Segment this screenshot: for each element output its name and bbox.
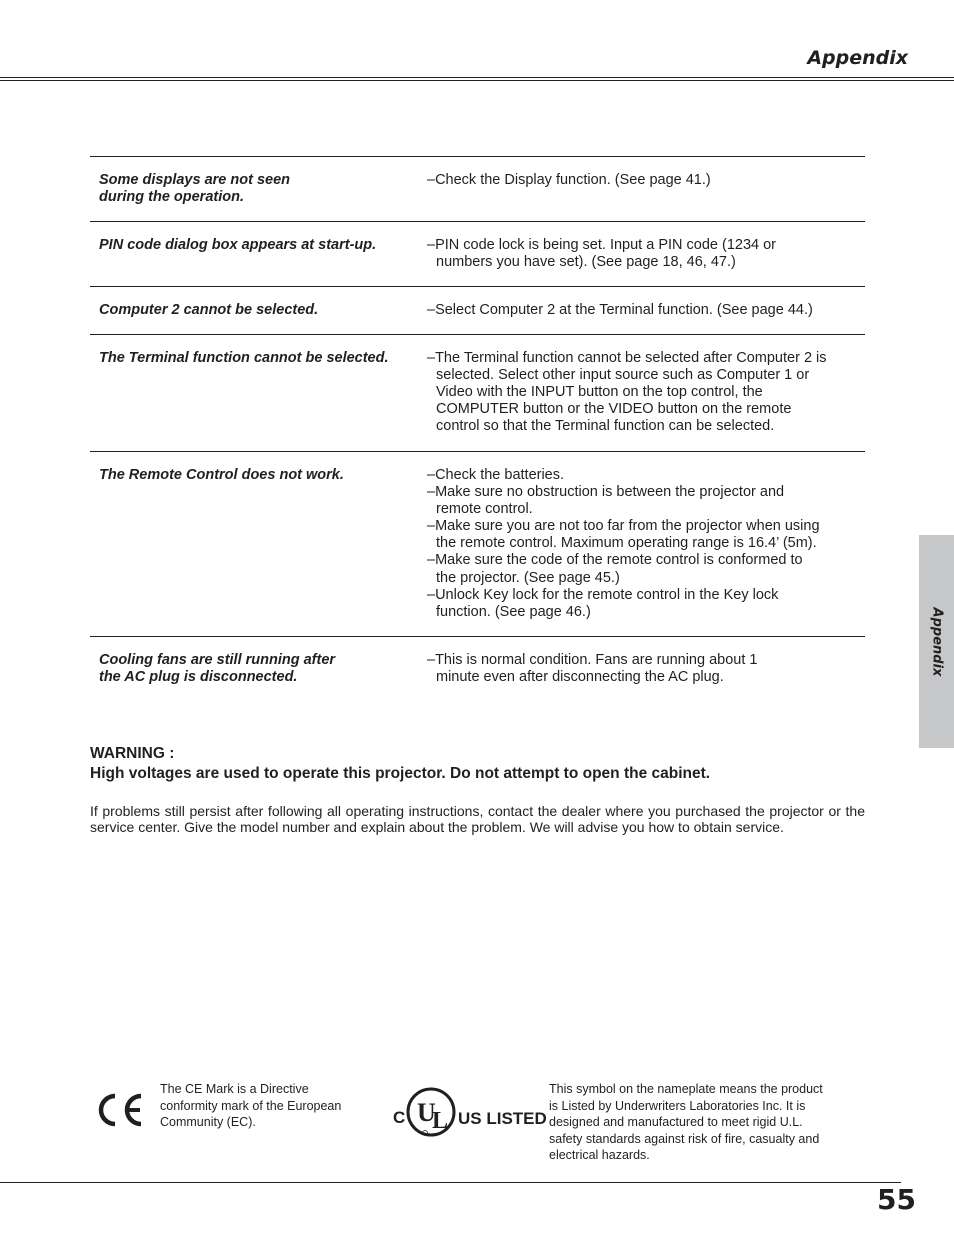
ce-mark-description: The CE Mark is a Directive conformity mark of the European Community (EC).	[160, 1082, 342, 1129]
solution-item: –Make sure you are not too far from the projector when using the remote control. Maximum operating range is 16.4’ (5m).	[427, 518, 820, 552]
troubleshooting-table	[90, 156, 865, 706]
svg-text:U: U	[417, 1098, 436, 1127]
solution-item: –Unlock Key lock for the remote control in the Key lock function. (See page 46.)	[427, 586, 779, 620]
warning-text: High voltages are used to operate this projector. Do not attempt to open the cabinet.	[90, 765, 711, 782]
section-title: Appendix	[807, 47, 908, 69]
solution-list	[427, 237, 865, 271]
ul-listed-logo-icon	[390, 1084, 547, 1138]
problem-text: Cooling fans are still running after the AC plug is disconnected.	[99, 652, 336, 685]
solution-list	[427, 172, 865, 189]
ul-mark-description: This symbol on the nameplate means the product is Listed by Underwriters Laboratories Inc. It is designed and manufactured to meet rigid U.L. safety standards against risk of fire, casualty and electrical hazards.	[549, 1082, 823, 1162]
problem-text: PIN code dialog box appears at start-up.	[99, 237, 377, 253]
table-row	[90, 636, 865, 706]
solution-list	[427, 652, 865, 686]
ce-mark-icon	[95, 1092, 145, 1128]
footer-rule	[0, 1182, 901, 1183]
service-advice: If problems still persist after following all operating instructions, contact the dealer where you purchased the projector or the service center. Give the model number and explain about the problem. We will advise you how to obtain service.	[90, 803, 865, 835]
side-tab-label: Appendix	[929, 607, 944, 676]
header-rule-bottom	[0, 80, 954, 81]
page-number: 55	[877, 1183, 916, 1216]
problem-text: Some displays are not seen during the operation.	[99, 172, 290, 205]
warning-label: WARNING :	[90, 745, 175, 762]
solution-item: –Check the batteries.	[427, 467, 565, 483]
table-row	[90, 156, 865, 221]
table-row	[90, 286, 865, 334]
table-row	[90, 451, 865, 636]
table-row	[90, 334, 865, 451]
svg-text:L: L	[432, 1108, 449, 1134]
solution-item: –PIN code lock is being set. Input a PIN code (1234 or numbers you have set). (See page 18, 46, 47.)	[427, 237, 777, 271]
svg-text:US LISTED: US LISTED	[458, 1109, 547, 1128]
solution-item: –This is normal condition. Fans are running about 1 minute even after disconnecting the AC plug.	[427, 652, 758, 686]
solution-item: –Make sure the code of the remote control is conformed to the projector. (See page 45.)	[427, 552, 803, 586]
solution-list	[427, 350, 865, 435]
solution-item: –The Terminal function cannot be selected after Computer 2 is selected. Select other input source such as Computer 1 or Video with the INPUT button on the top control, the COMPUTER button or the VIDEO button on the remote control so that the Terminal function can be selected.	[427, 350, 827, 435]
warning-block	[90, 744, 710, 784]
problem-text: The Remote Control does not work.	[99, 467, 344, 483]
problem-text: Computer 2 cannot be selected.	[99, 302, 319, 318]
solution-list	[427, 302, 865, 319]
solution-item: –Check the Display function. (See page 41.)	[427, 172, 711, 188]
problem-text: The Terminal function cannot be selected.	[99, 350, 389, 366]
table-row	[90, 221, 865, 286]
solution-item: –Select Computer 2 at the Terminal function. (See page 44.)	[427, 302, 813, 318]
header-rule-top	[0, 77, 954, 78]
solution-item: –Make sure no obstruction is between the projector and remote control.	[427, 484, 785, 518]
side-tab	[919, 535, 954, 748]
svg-text:C: C	[393, 1108, 406, 1127]
solution-list	[427, 467, 865, 621]
